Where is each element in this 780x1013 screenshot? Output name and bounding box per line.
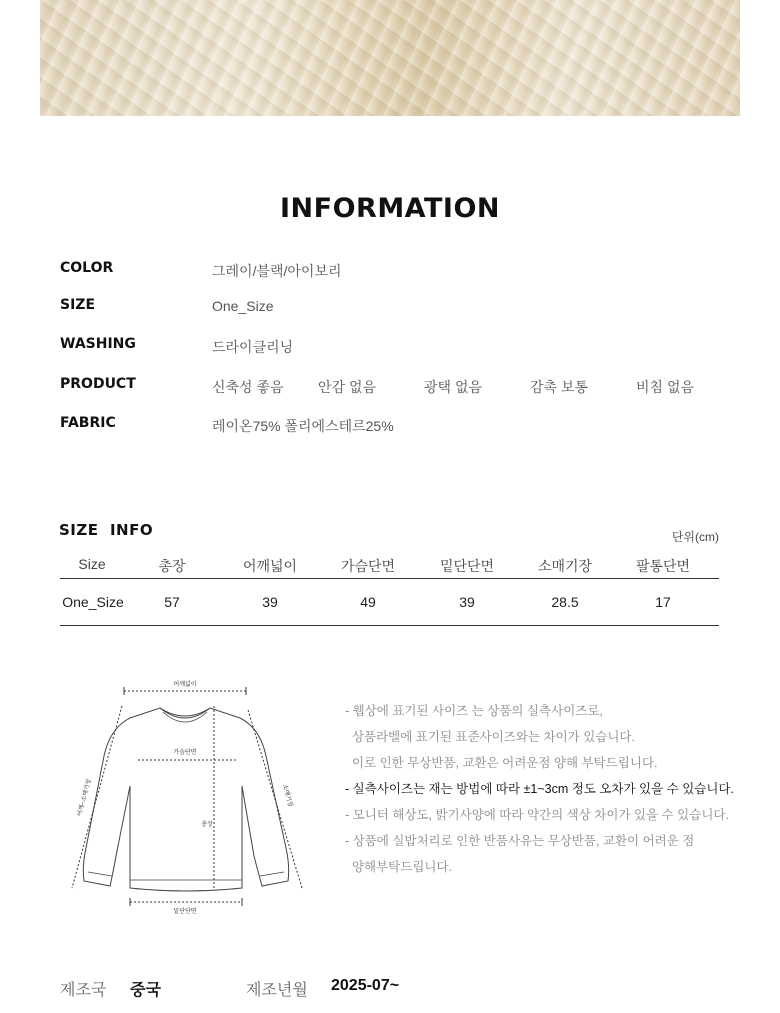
header-shoulder: 어깨넓이 xyxy=(242,558,298,574)
header-length: 총장 xyxy=(158,558,186,574)
note-line: 상품라벨에 표기된 표준사이즈와는 차이가 있습니다. xyxy=(345,730,635,744)
garment-size-diagram xyxy=(64,676,322,922)
diagram-label-armhole: 어깨~소매기장 xyxy=(77,778,93,818)
diagram-label-chest: 가슴단면 xyxy=(173,750,197,756)
info-label-fabric: FABRIC xyxy=(60,415,116,431)
cell-chest: 49 xyxy=(360,594,376,610)
note-line: - 웹상에 표기된 사이즈 는 상품의 실측사이즈로, xyxy=(345,704,603,718)
header-hem: 밑단단면 xyxy=(439,558,495,574)
info-label-product: PRODUCT xyxy=(60,376,136,392)
info-label-washing: WASHING xyxy=(60,336,136,352)
manufacture-date-value: 2025-07~ xyxy=(331,977,400,994)
info-row-product xyxy=(60,376,740,398)
product-attr-gloss: 광택 없음 xyxy=(424,379,482,395)
sweater-outline xyxy=(83,708,288,891)
header-armhole: 팔통단면 xyxy=(635,558,691,574)
note-line: 양해부탁드립니다. xyxy=(345,860,453,874)
diagram-label-hem: 밑단단면 xyxy=(173,909,197,915)
cell-hem: 39 xyxy=(459,594,475,610)
cell-shoulder: 39 xyxy=(262,594,278,610)
info-row-washing xyxy=(60,336,740,358)
header-sleeve: 소매기장 xyxy=(537,558,593,574)
info-label-color: COLOR xyxy=(60,260,114,276)
info-row-fabric xyxy=(60,415,740,437)
manufacture-date-label: 제조년월 xyxy=(246,982,308,999)
info-value-size: One_Size xyxy=(212,298,274,314)
origin-country-label: 제조국 xyxy=(60,982,107,999)
header-size: Size xyxy=(78,556,106,572)
product-attr-sheer: 비침 없음 xyxy=(636,379,694,395)
size-unit-note: 단위(cm) xyxy=(671,530,719,544)
info-value-color: 그레이/블랙/아이보리 xyxy=(212,263,342,279)
size-info-title: SIZE INFO xyxy=(59,521,154,539)
product-attr-touch: 감촉 보통 xyxy=(530,379,588,395)
cell-length: 57 xyxy=(164,594,180,610)
product-attr-stretch: 신축성 좋음 xyxy=(212,379,284,395)
note-line: - 상품에 실밥처리로 인한 반품사유는 무상반품, 교환이 어려운 점 xyxy=(345,834,695,848)
size-table xyxy=(60,549,719,626)
info-label-size: SIZE xyxy=(60,297,96,313)
info-row-color xyxy=(60,260,740,282)
size-table-header xyxy=(60,549,719,579)
note-line-emphasis: - 실측사이즈는 재는 방법에 따라 ±1~3cm 정도 오차가 있을 수 있습니다. xyxy=(345,782,734,796)
info-value-fabric: 레이온75% 폴리에스테르25% xyxy=(212,418,394,434)
origin-country-value: 중국 xyxy=(130,982,161,999)
sleeve-measure-line xyxy=(248,710,302,888)
info-value-washing: 드라이클리닝 xyxy=(212,339,294,355)
note-line: 이로 인한 무상반품, 교환은 어려운점 양해 부탁드립니다. xyxy=(345,756,658,770)
cell-sleeve: 28.5 xyxy=(551,594,579,610)
header-chest: 가슴단면 xyxy=(340,558,396,574)
table-row xyxy=(60,579,719,626)
page-title: INFORMATION xyxy=(279,193,500,224)
diagram-label-sleeve: 소매기장 xyxy=(281,783,293,808)
diagram-label-shoulder: 어깨넓이 xyxy=(173,682,197,688)
fabric-closeup-image xyxy=(40,0,740,116)
shoulder-sleeve-measure-line xyxy=(72,706,122,888)
info-row-size xyxy=(60,297,740,319)
product-attr-lining: 안감 없음 xyxy=(318,379,376,395)
note-line: - 모니터 해상도, 밝기사양에 따라 약간의 색상 차이가 있을 수 있습니다. xyxy=(345,808,729,822)
cell-size: One_Size xyxy=(62,594,124,610)
cell-armhole: 17 xyxy=(655,594,671,610)
diagram-label-length: 총장 xyxy=(201,822,213,828)
